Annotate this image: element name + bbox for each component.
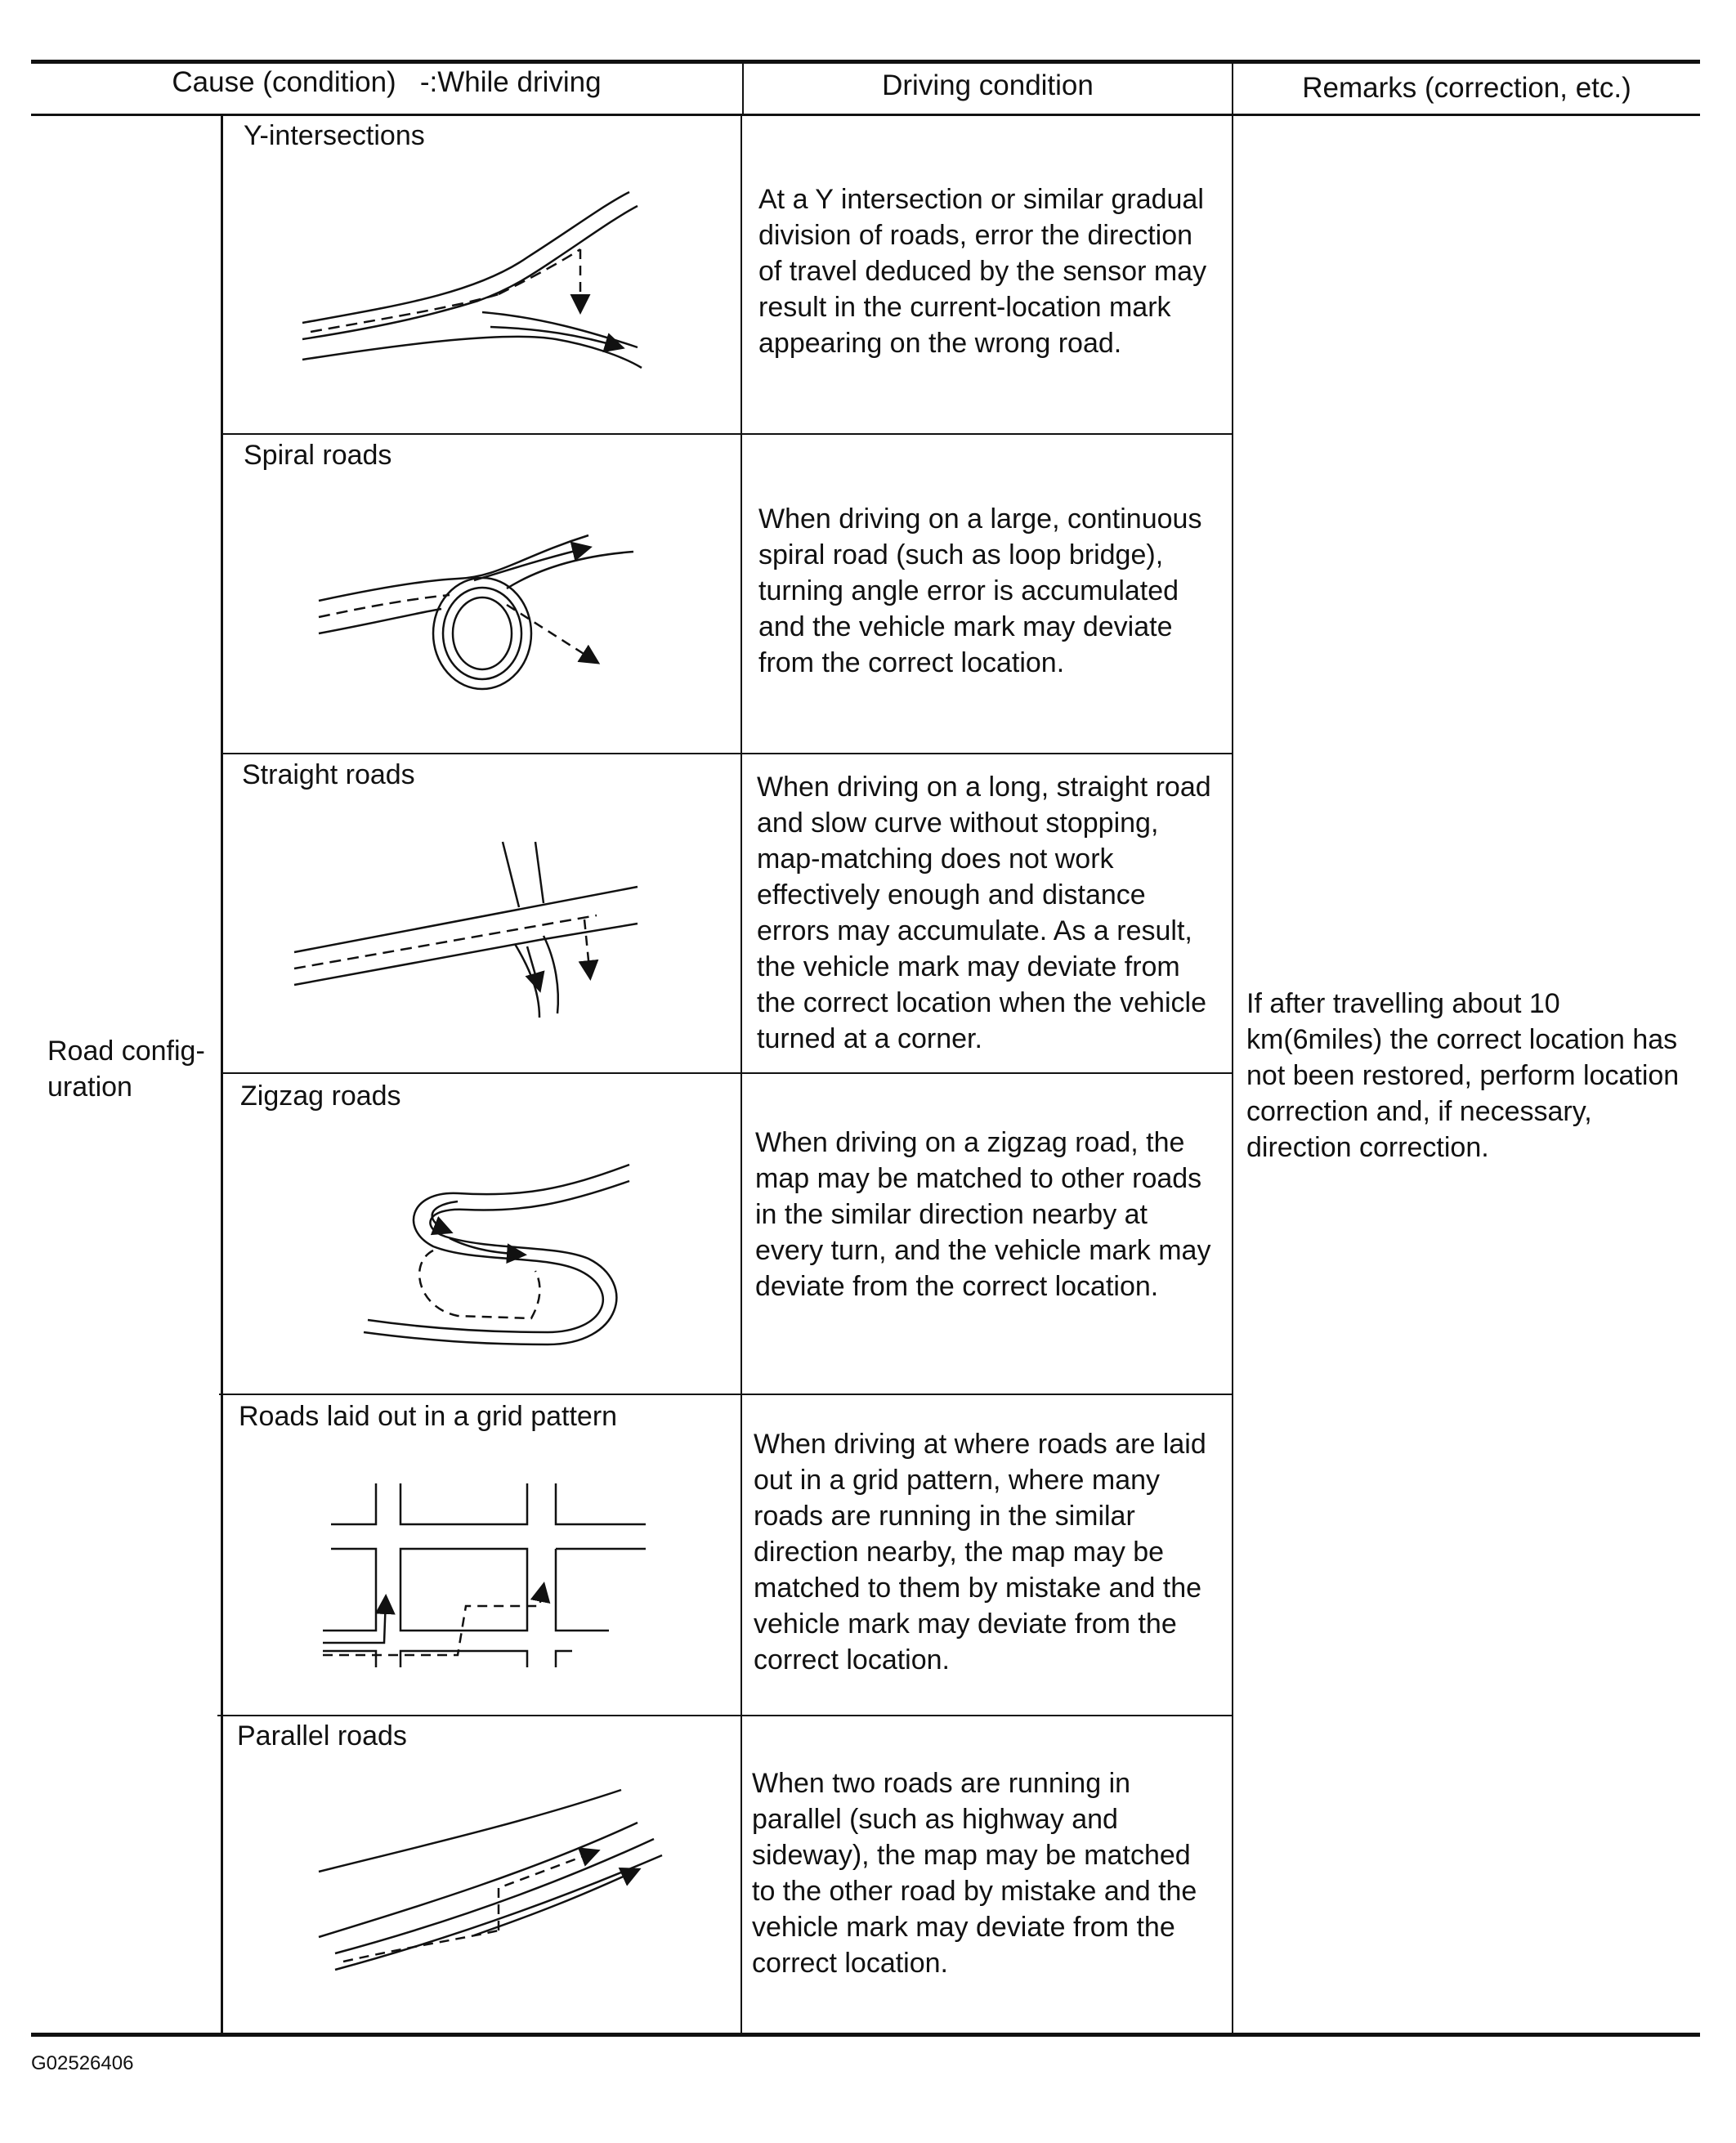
category-label: Road config- uration xyxy=(47,1036,205,1103)
driving-condition-text: When driving on a long, straight road and slow curve without stopping, map-matching does not work effectively enough and distance errors may accumulate. As a result, the vehicle mark may deviate from the correct location when the vehicle turned at a corner. xyxy=(757,772,1211,1054)
category-column-divider xyxy=(221,114,223,2035)
driving-condition-text: When driving on a zigzag road, the map may be matched to other roads in the similar direction nearby at every turn, and the vehicle mark may deviate from the correct location. xyxy=(755,1127,1211,1302)
row-divider xyxy=(217,1715,1233,1716)
header-rule xyxy=(31,114,1700,116)
bottom-rule xyxy=(31,2033,1700,2037)
row-title: Straight roads xyxy=(242,759,415,790)
row-title: Zigzag roads xyxy=(240,1080,401,1112)
zigzag-road-diagram xyxy=(360,1157,638,1344)
driving-condition-text: When driving at where roads are laid out in a grid pattern, where many roads are running in the similar direction nearby, the map may be matched to them by mistake and the vehicle mark may deviate from the correct location. xyxy=(754,1429,1206,1675)
row-divider xyxy=(219,1394,1233,1395)
y-intersection-diagram xyxy=(294,172,654,376)
remarks-text: If after travelling about 10 km(6miles) the correct location has not been restored, perform location correction and, if necessary, direction correction. xyxy=(1246,988,1680,1163)
row-title: Y-intersections xyxy=(244,120,425,151)
row-title: Spiral roads xyxy=(244,440,392,471)
header-cause: Cause (condition) -:While driving xyxy=(172,66,602,98)
driving-condition-text: When driving on a large, continuous spiral road (such as loop bridge), turning angle error is accumulated and the vehicle mark may deviate from the correct location. xyxy=(758,503,1202,678)
parallel-road-diagram xyxy=(311,1790,670,1978)
driving-condition-text: At a Y intersection or similar gradual division of roads, error the direction of travel deduced by the sensor may result in the current-location mark appearing on the wrong road. xyxy=(758,184,1207,359)
driving-column-left xyxy=(740,114,742,2035)
grid-road-diagram xyxy=(319,1483,654,1680)
spiral-road-diagram xyxy=(311,523,654,727)
remarks-column-left xyxy=(1232,114,1233,2035)
straight-road-diagram xyxy=(294,842,654,1030)
row-divider xyxy=(222,753,1233,754)
row-divider xyxy=(221,1072,1233,1074)
row-divider xyxy=(222,433,1233,435)
figure-code: G02526406 xyxy=(31,2052,134,2074)
row-title: Parallel roads xyxy=(237,1720,407,1752)
driving-condition-text: When two roads are running in parallel (such as highway and sideway), the map may be matched to the other road by mistake and the vehicle mark may deviate from the correct location. xyxy=(752,1768,1197,1979)
row-title: Roads laid out in a grid pattern xyxy=(239,1401,618,1432)
top-rule xyxy=(31,60,1700,64)
header-driving-condition: Driving condition xyxy=(882,69,1094,101)
header-remarks: Remarks (correction, etc.) xyxy=(1302,72,1631,104)
